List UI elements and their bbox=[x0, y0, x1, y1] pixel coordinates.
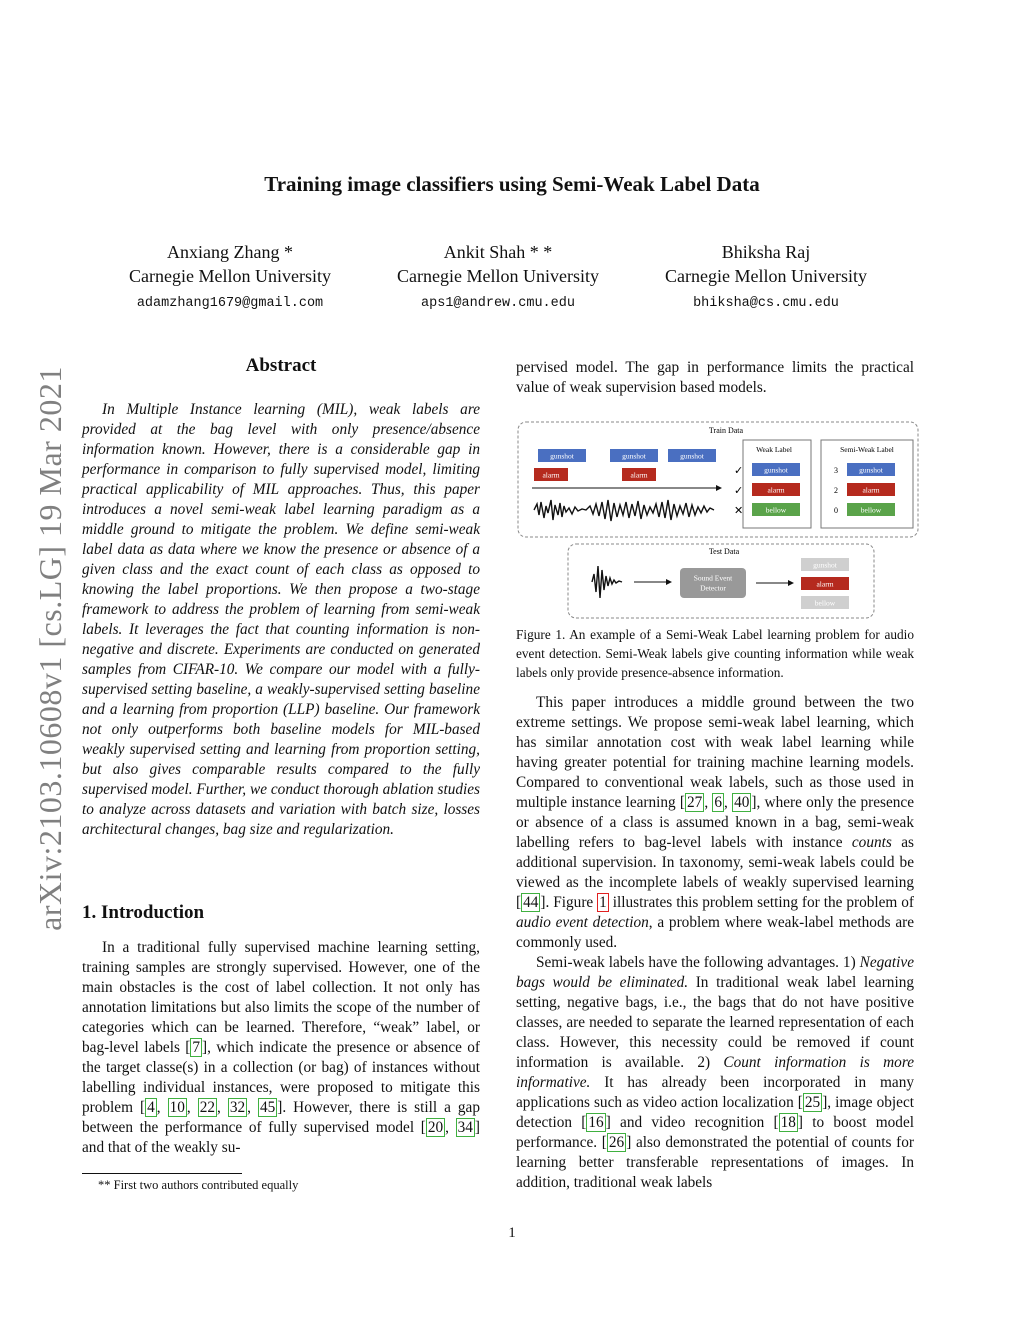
right-column-body bbox=[516, 693, 914, 1193]
citation-link[interactable]: 7 bbox=[192, 1039, 200, 1056]
abstract-paragraph: In Multiple Instance learning (MIL), weak labels are provided at the bag level with only presence/absence information known. However, there is a considerable gap in performance in comparison to fully supervised model, limiting practical applicability of MIL approaches. Thus, this paper introduces a novel semi-weak label learning paradigm as a middle ground to mitigate the problem. We define semi-weak label data as data where we know the presence or absence of a given class and the exact count of each class as opposed to knowing the label proportions. We then propose a two-stage framework to address the problem of learning from semi-weak labels. It leverages the fact that counting information is non-negative and discrete. Experiments are conducted on generated samples from CIFAR-10. We compare our model with a fully-supervised setting baseline, a weakly-supervised setting baseline and a learning from proportion (LLP) baseline. Our framework not only outperforms both baseline models for MIL-based weakly supervised setting and learning from proportion setting, but also gives comparable results compared to the fully supervised model. Further, we conduct thorough ablation studies to analyze across datasets and variation with batch size, losses architectural changes, bag size and regularization. bbox=[82, 401, 480, 838]
label-gunshot-text: gunshot bbox=[550, 451, 574, 461]
count-bellow: 0 bbox=[834, 506, 838, 515]
author-name: Anxiang Zhang * bbox=[167, 242, 293, 262]
figure-caption: Figure 1. An example of a Semi-Weak Label learning problem for audio event detection. Semi-Weak labels give counting information while weak labels only provide presence-absence information. bbox=[516, 627, 914, 680]
paragraph: Semi-weak labels have the following advantages. 1) Negative bags would be eliminated. In traditional weak label learning setting, negative bags, i.e., the bags that do not have positive classes, are needed to separate the learned representation of each class. However, this necessity could be removed if count information is available. 2) Count information is more informative. It has already been incorporated in many applications such as video action localization [ 25 ], image object detection [ 16 ] and video recognition [ 18 ] to boost model performance. [ 26 ] also demonstrated the potential of counts for learning better transferable representations of images. In addition, traditional weak labels bbox=[516, 954, 915, 1191]
citation-link[interactable]: 34 bbox=[457, 1119, 473, 1136]
citation-link[interactable]: 26 bbox=[608, 1134, 625, 1151]
citation-link[interactable]: 44 bbox=[523, 894, 539, 911]
count-alarm: 2 bbox=[834, 486, 838, 495]
citation-link[interactable]: 45 bbox=[259, 1099, 276, 1116]
train-waveform bbox=[534, 500, 714, 521]
train-data-box bbox=[518, 422, 918, 537]
footnote-rule bbox=[82, 1173, 242, 1174]
intro-continuation: pervised model. The gap in performance limits the practical value of weak supervision based models. bbox=[516, 359, 914, 396]
count-gunshot: 3 bbox=[834, 466, 838, 475]
author-email[interactable]: aps1@andrew.cmu.edu bbox=[421, 296, 575, 311]
author-name: Ankit Shah * * bbox=[443, 242, 553, 262]
cross-icon: ✕ bbox=[734, 505, 744, 517]
author-email[interactable]: bhiksha@cs.cmu.edu bbox=[693, 296, 839, 311]
label-gunshot-text: gunshot bbox=[622, 451, 646, 461]
arrow-head bbox=[788, 580, 794, 586]
citation-link[interactable]: 40 bbox=[734, 794, 750, 811]
test-data-title: Test Data bbox=[708, 547, 740, 556]
section-heading-introduction: 1. Introduction bbox=[82, 902, 205, 923]
citation-link[interactable]: 16 bbox=[588, 1114, 604, 1131]
page-number: 1 bbox=[508, 1225, 516, 1241]
abstract-text bbox=[82, 400, 480, 840]
semi-bellow-text: bellow bbox=[860, 505, 882, 515]
author-1 bbox=[100, 240, 360, 316]
footnote: ** First two authors contributed equally bbox=[98, 1178, 299, 1192]
output-gunshot-text: gunshot bbox=[813, 560, 837, 570]
output-bellow-text: bellow bbox=[814, 598, 836, 608]
check-icon: ✓ bbox=[734, 485, 744, 497]
author-email[interactable]: adamzhang1679@gmail.com bbox=[136, 296, 324, 311]
author-3 bbox=[636, 240, 896, 316]
figure-ref-link[interactable]: 1 bbox=[599, 894, 607, 911]
intro-paragraph: In a traditional fully supervised machine learning setting, training samples are strongly supervised. However, one of the main obstacles is the cost of label collection. It not only has annotation limitations but also limits the scope of the number of categories which can be learned. Therefore, “weak” label, or bag-level labels [ 7 ], which indicate the presence or absence of the target classe(s) in a collection (or bag) of instances without labelling individual instances, were proposed to mitigate this problem [ 4 , 10 , 22 , 32 , 45 ]. However, there is still a gap between the performance of fully supervised model [ 20 , 34 ] and that of the weakly su- bbox=[82, 939, 480, 1156]
paragraph: This paper introduces a middle ground between the two extreme settings. We propose semi-weak label learning, which has similar annotation cost with weak label learning while having greater potential for training machine learning models. Compared to conventional weak labels, such as those used in multiple instance learning [ 27 , 6 , 40 ], where only the presence or absence of a class is assumed known in a bag, semi-weak labelling refers to bag-level labels with instance counts as additional supervision. In taxonomy, semi-weak labels could be viewed as the incomplete labels of weakly supervised learning [ 44 ]. Figure 1 illustrates this problem setting for the problem of audio event detection, a problem where weak-label methods are commonly used. bbox=[516, 694, 915, 951]
citation-link[interactable]: 22 bbox=[199, 1099, 215, 1116]
arxiv-stamp: arXiv:2103.10608v1 [cs.LG] 19 Mar 2021 bbox=[31, 365, 68, 931]
semi-alarm-text: alarm bbox=[862, 485, 880, 495]
author-name: Bhiksha Raj bbox=[721, 242, 811, 262]
semi-weak-label-title: Semi-Weak Label bbox=[840, 445, 894, 454]
detector-label-line1: Sound Event bbox=[693, 573, 733, 583]
label-gunshot-text: gunshot bbox=[680, 451, 704, 461]
arrow-head bbox=[666, 579, 672, 585]
paper-title: Training image classifiers using Semi-Weak Label Data bbox=[264, 172, 760, 196]
test-waveform bbox=[592, 566, 622, 598]
weak-bellow-text: bellow bbox=[765, 505, 787, 515]
check-icon: ✓ bbox=[734, 465, 744, 477]
output-alarm-text: alarm bbox=[816, 579, 834, 589]
weak-gunshot-text: gunshot bbox=[764, 465, 788, 475]
citation-link[interactable]: 18 bbox=[780, 1114, 796, 1131]
detector-label-line2: Detector bbox=[700, 583, 726, 593]
author-2 bbox=[368, 240, 628, 316]
label-alarm-text: alarm bbox=[542, 470, 560, 480]
author-affiliation: Carnegie Mellon University bbox=[129, 266, 331, 286]
citation-link[interactable]: 20 bbox=[427, 1119, 444, 1136]
time-arrow-head bbox=[716, 485, 722, 491]
author-affiliation: Carnegie Mellon University bbox=[397, 266, 599, 286]
label-alarm-text: alarm bbox=[630, 470, 648, 480]
abstract-heading: Abstract bbox=[245, 355, 317, 376]
citation-link[interactable]: 6 bbox=[714, 794, 723, 811]
semi-gunshot-text: gunshot bbox=[859, 465, 883, 475]
citation-link[interactable]: 25 bbox=[804, 1094, 821, 1111]
weak-label-title: Weak Label bbox=[756, 445, 792, 454]
figure-1 bbox=[516, 420, 920, 620]
author-affiliation: Carnegie Mellon University bbox=[665, 266, 867, 286]
weak-alarm-text: alarm bbox=[767, 485, 785, 495]
citation-link[interactable]: 4 bbox=[147, 1099, 155, 1116]
citation-link[interactable]: 32 bbox=[229, 1099, 246, 1116]
train-data-title: Train Data bbox=[708, 426, 744, 435]
citation-link[interactable]: 27 bbox=[687, 794, 703, 811]
citation-link[interactable]: 10 bbox=[169, 1099, 185, 1116]
